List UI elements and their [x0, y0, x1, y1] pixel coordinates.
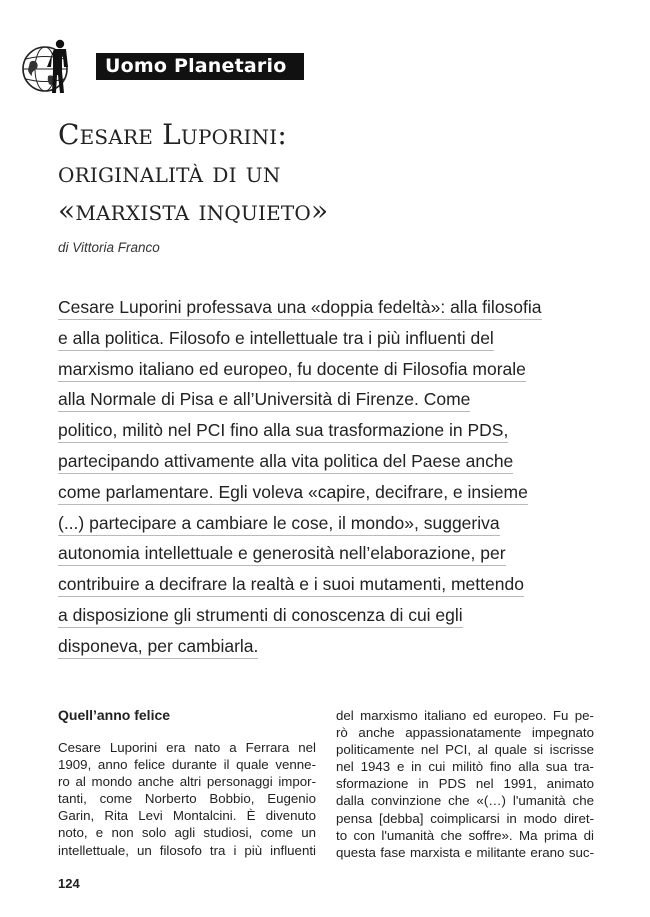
body-column-left	[58, 707, 316, 859]
lead-line: Cesare Luporini professava una «doppia fedeltà»: alla filosofia	[58, 292, 578, 323]
body-line: Cesare Luporini era nato a Ferrara nel	[58, 740, 316, 755]
body-line: dalla convinzione che «(…) l'umanità che	[336, 793, 594, 809]
section-subhead: Quell’anno felice	[58, 707, 171, 723]
section-tag: Uomo Planetario	[96, 53, 304, 80]
title-line: originalità di un	[58, 156, 281, 189]
body-line: intellettuale, un filosofo tra i più influenti	[58, 842, 316, 858]
page-number: 124	[58, 876, 80, 891]
title-line: Cesare Luporini:	[58, 118, 288, 151]
lead-line: partecipando attivamente alla vita politica del Paese anche	[58, 446, 578, 477]
body-line: Garin, Rita Levi Montalcini. È divenuto	[58, 808, 316, 824]
article-title	[58, 116, 618, 230]
lead-line: marxismo italiano ed europeo, fu docente di Filosofia morale	[58, 354, 578, 385]
globe-man-icon	[18, 36, 80, 98]
lead-line: a disposizione gli strumenti di conoscenza di cui egli	[58, 600, 578, 631]
body-line: tanti, come Norberto Bobbio, Eugenio	[58, 791, 316, 807]
lead-line: disponeva, per cambiarla.	[58, 631, 578, 662]
body-column-right	[336, 707, 594, 861]
body-line: noto, e non solo agli studiosi, come un	[58, 825, 316, 841]
lead-line: alla Normale di Pisa e all’Università di Firenze. Come	[58, 384, 578, 415]
body-line: nel 1943 e in cui militò fino alla sua tra-	[336, 759, 594, 775]
body-line: politicamente nel PCI, al quale si iscrisse	[336, 742, 594, 758]
section-header	[18, 36, 298, 92]
lead-line: come parlamentare. Egli voleva «capire, decifrare, e insieme	[58, 477, 578, 508]
title-line: «marxista inquieto»	[58, 194, 329, 227]
lead-line: contribuire a decifrare la realtà e i suoi mutamenti, mettendo	[58, 569, 578, 600]
lead-line: autonomia intellettuale e generosità nell’elaborazione, per	[58, 538, 578, 569]
body-line: 1909, anno felice durante il quale venne-	[58, 757, 316, 773]
lead-line: politico, militò nel PCI fino alla sua trasformazione in PDS,	[58, 415, 578, 446]
body-line: pensa [debba] coimplicarsi in modo diret-	[336, 810, 594, 826]
body-line: to con l'umanità che soffre». Ma prima di	[336, 827, 594, 843]
byline: di Vittoria Franco	[58, 240, 160, 255]
lead-line: (...) partecipare a cambiare le cose, il mondo», suggeriva	[58, 508, 578, 539]
body-line: rò anche appassionatamente impegnato	[336, 725, 594, 741]
lead-line: e alla politica. Filosofo e intellettuale tra i più influenti del	[58, 323, 578, 354]
body-line: questa fase marxista e militante erano suc-	[336, 844, 594, 860]
lead-paragraph	[58, 292, 578, 662]
body-line: del marxismo italiano ed europeo. Fu pe-	[336, 708, 594, 723]
body-line: ro al mondo anche altri personaggi impor-	[58, 774, 316, 790]
body-line: sformazione in PDS nel 1991, animato	[336, 776, 594, 792]
